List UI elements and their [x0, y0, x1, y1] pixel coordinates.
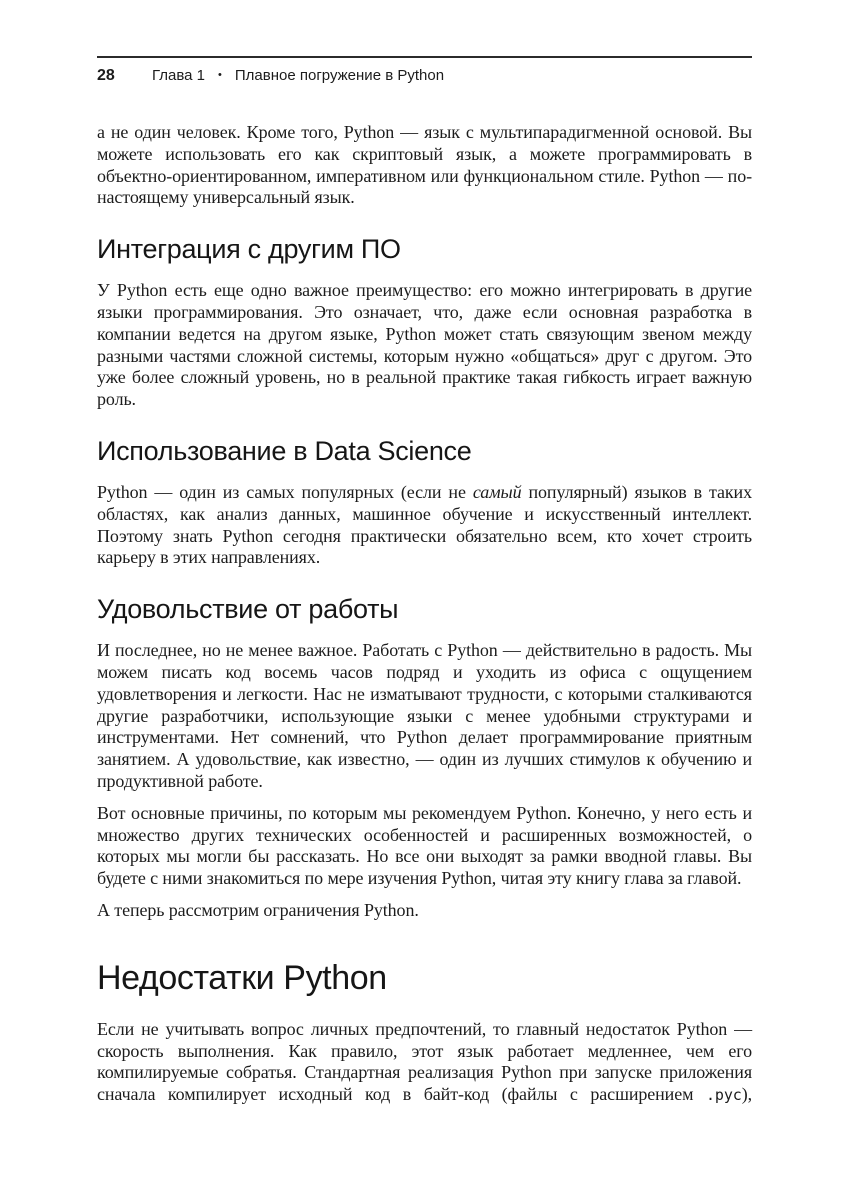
header-bullet-separator: •	[218, 69, 222, 81]
chapter-label: Глава 1	[152, 67, 206, 84]
section-heading-integration: Интеграция с другим ПО	[97, 234, 401, 265]
paragraph-intro: а не один человек. Кроме того, Python — язык с мультипарадигменной основой. Вы можете использовать его как скриптовый язык, а можете программировать в объектно-ориентированном, императивном или функциональном стиле. Python — по-настоящему универсальный язык.	[97, 122, 752, 208]
running-header	[97, 56, 752, 85]
paragraph-reasons: Вот основные причины, по которым мы рекомендуем Python. Конечно, у него есть и множество других технических особенностей и расширенных возможностей, о которых мы могли бы рассказать. Но все они выходят за рамки вводной главы. Вы будете с ними знакомиться по мере изучения Python, читая эту книгу глава за главой.	[97, 802, 752, 889]
text-run: ),	[741, 1084, 752, 1105]
text-run: Если не учитывать вопрос личных предпочтений, то главный недостаток Python — скорость выполнения. Как правило, этот язык работает медленнее, чем его компилируемые собратья. Стандартная реализация Python при запуске приложения сначала компилирует исходный код в байт-код (файлы с расширением	[97, 1018, 752, 1105]
paragraph-integration: У Python есть еще одно важное преимущество: его можно интегрировать в другие языки программирования. Это означает, что, даже если основная разработка в компании ведется на другом языке, Python может стать связующим звеном между разными частями сложной системы, которым нужно «общаться» друг с другом. Это уже более сложный уровень, но в реальной практике такая гибкость играет важную роль.	[97, 280, 752, 410]
section-heading-fun: Удовольствие от работы	[97, 594, 399, 625]
page-body	[97, 122, 752, 1107]
text-run: популярный) языков в таких областях, как анализ данных, машинное обучение и искусственный интеллект. Поэтому знать Python сегодня практически обязательно всем, кто хочет строить карьеру в этих направлениях.	[97, 481, 752, 568]
page-number: 28	[97, 67, 115, 84]
inline-code-pyc: .pyc	[705, 1086, 742, 1105]
paragraph-datascience	[97, 482, 752, 569]
chapter-title: Плавное погружение в Python	[234, 67, 445, 84]
italic-text: самый	[472, 481, 522, 502]
paragraph-fun: И последнее, но не менее важное. Работать с Python — действительно в радость. Мы можем писать код восемь часов подряд и уходить из офиса с ощущением удовлетворения и легкости. Нас не изматывают трудности, с которыми сталкиваются другие разработчики, использующие языки с менее удобными структурами и инструментами. Нет сомнений, что Python делает программирование приятным занятием. А удовольствие, как известно, — один из лучших стимулов к обучению и продуктивной работе.	[97, 640, 752, 791]
paragraph-drawbacks	[97, 1019, 752, 1107]
paragraph-transition: А теперь рассмотрим ограничения Python.	[97, 899, 419, 920]
text-run: Python — один из самых популярных (если не	[97, 481, 473, 502]
section-heading-drawbacks: Недостатки Python	[97, 958, 387, 997]
section-heading-datascience: Использование в Data Science	[97, 435, 472, 466]
